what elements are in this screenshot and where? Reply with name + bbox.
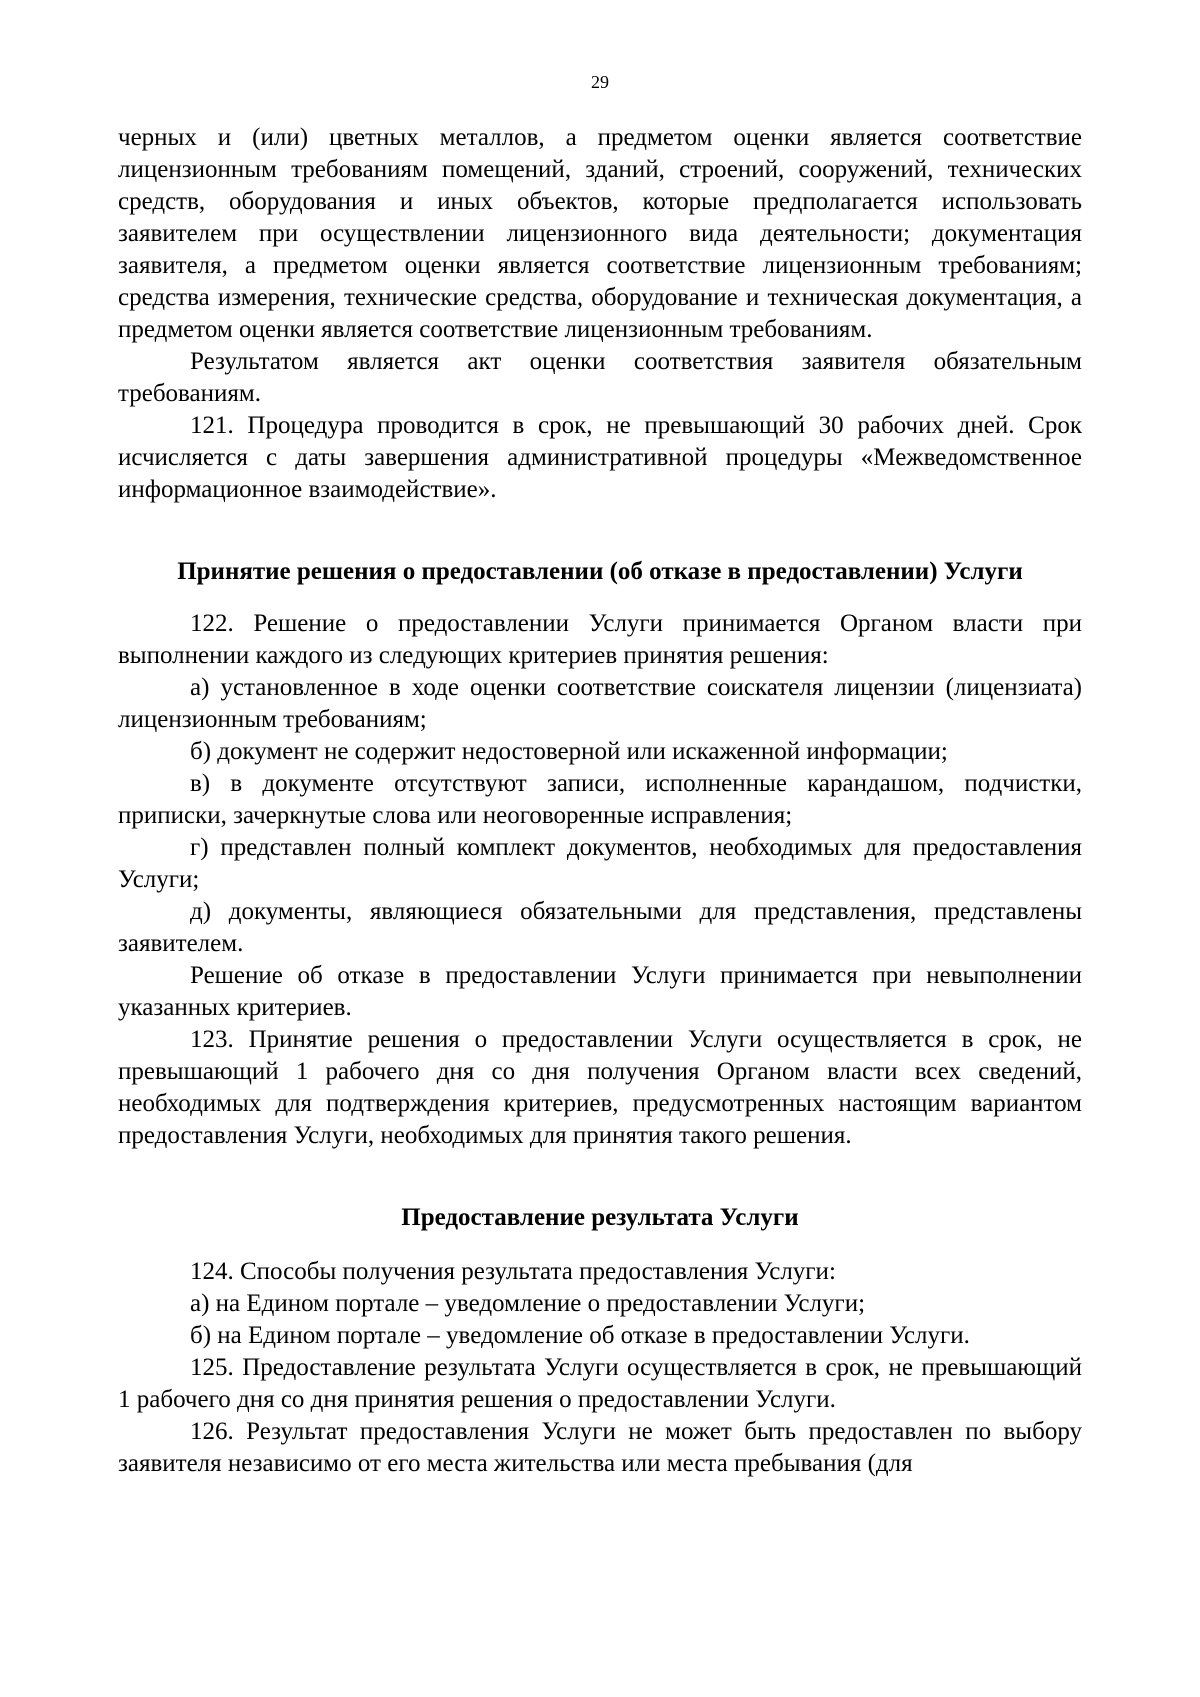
section-heading-decision: Принятие решения о предоставлении (об отказе в предоставлении) Услуги <box>177 558 1023 585</box>
paragraph-123: 123. Принятие решения о предоставлении Услуги осуществляется в срок, не превышающий 1 рабочего дня со дня получения Органом власти всех сведений, необходимых для подтверждения критериев, предусмотренных настоящим вариантом предоставления Услуги, необходимых для принятия такого решения. <box>118 1026 1082 1149</box>
list-item-b: б) на Едином портале – уведомление об отказе в предоставлении Услуги. <box>190 1322 970 1349</box>
spacer <box>118 1234 1082 1256</box>
paragraph-125: 125. Предоставление результата Услуги осуществляется в срок, не превышающий 1 рабочего дня со дня принятия решения о предоставлении Услуги. <box>118 1354 1082 1413</box>
paragraph-intro-continuation: черных и (или) цветных металлов, а предметом оценки является соответствие лицензионным требованиям помещений, зданий, строений, сооружений, технических средств, оборудования и иных объектов, которые предполагается использовать заявителем при осуществлении лицензионного вида деятельности; документация заявителя, а предметом оценки является соответствие лицензионным требованиям; средства измерения, технические средства, оборудование и техническая документация, а предметом оценки является соответствие лицензионным требованиям. <box>118 124 1082 343</box>
paragraph-122: 122. Решение о предоставлении Услуги принимается Органом власти при выполнении каждого из следующих критериев принятия решения: <box>118 610 1082 669</box>
section-heading-result: Предоставление результата Услуги <box>401 1204 799 1231</box>
list-item-g: г) представлен полный комплект документов, необходимых для предоставления Услуги; <box>118 834 1082 893</box>
list-item-a: а) на Едином портале – уведомление о предоставлении Услуги; <box>190 1290 866 1317</box>
document-body <box>118 122 1082 1480</box>
spacer <box>118 1152 1082 1202</box>
list-item-d: д) документы, являющиеся обязательными для представления, представлены заявителем. <box>118 898 1082 957</box>
paragraph-refusal: Решение об отказе в предоставлении Услуги принимается при невыполнении указанных критериев. <box>118 962 1082 1021</box>
list-item-a: а) установленное в ходе оценки соответствие соискателя лицензии (лицензиата) лицензионным требованиям; <box>118 674 1082 733</box>
paragraph-126: 126. Результат предоставления Услуги не может быть предоставлен по выбору заявителя независимо от его места жительства или места пребывания (для <box>118 1418 1082 1477</box>
spacer <box>118 588 1082 608</box>
paragraph-121: 121. Процедура проводится в срок, не превышающий 30 рабочих дней. Срок исчисляется с даты завершения административной процедуры «Межведомственное информационное взаимодействие». <box>118 412 1082 503</box>
paragraph-result-act: Результатом является акт оценки соответствия заявителя обязательным требованиям. <box>118 348 1082 407</box>
paragraph-124: 124. Способы получения результата предоставления Услуги: <box>190 1258 836 1285</box>
page-number: 29 <box>591 72 609 92</box>
spacer <box>118 506 1082 556</box>
list-item-b: б) документ не содержит недостоверной или искаженной информации; <box>190 738 948 765</box>
list-item-v: в) в документе отсутствуют записи, исполненные карандашом, подчистки, приписки, зачеркнутые слова или неоговоренные исправления; <box>118 770 1082 829</box>
